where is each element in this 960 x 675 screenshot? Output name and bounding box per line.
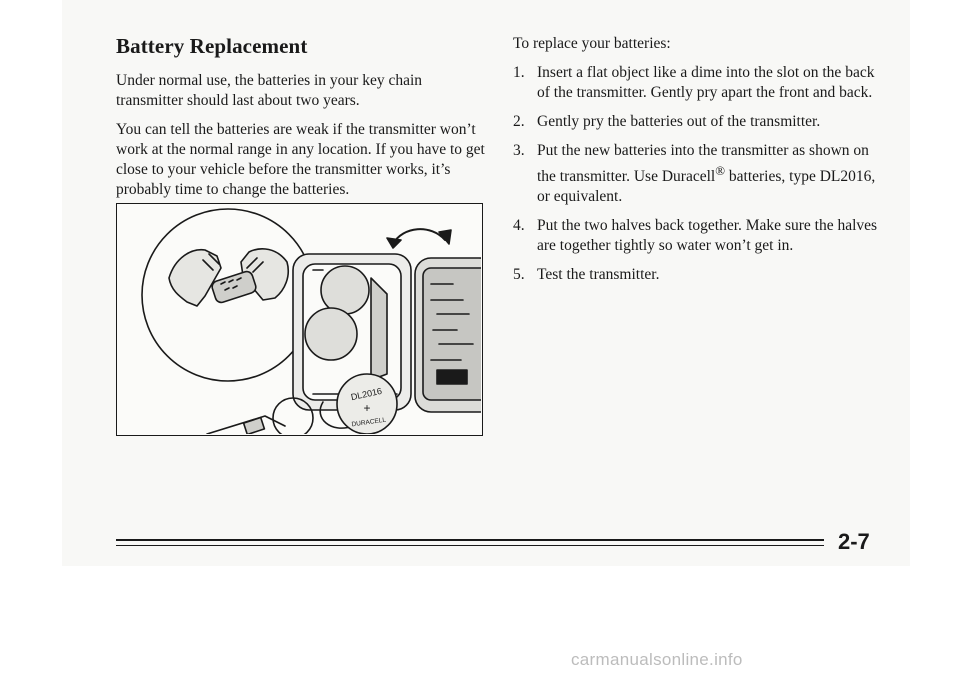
battery-replacement-illustration bbox=[116, 203, 483, 436]
step-number: 3. bbox=[513, 142, 525, 159]
step-1 bbox=[513, 63, 883, 103]
battery-closeup bbox=[337, 374, 397, 434]
step-text: Insert a flat object like a dime into the slot on the back of the transmitter. Gently pry apart the front and back. bbox=[537, 64, 875, 101]
step-text: Put the two halves back together. Make sure the halves are together tightly so water won’t get in. bbox=[537, 217, 878, 255]
step-3 bbox=[513, 141, 883, 207]
page-number: 2-7 bbox=[838, 529, 870, 554]
step-number: 5. bbox=[513, 266, 525, 284]
watermark-text[interactable]: carmanualsonline.info bbox=[571, 650, 743, 669]
step-4 bbox=[513, 216, 883, 256]
steps-list bbox=[513, 63, 883, 285]
swap-arrow-icon bbox=[393, 229, 445, 244]
battery-coin-bottom bbox=[305, 308, 357, 360]
right-column bbox=[513, 34, 883, 294]
step-5 bbox=[513, 265, 883, 285]
step-number: 2. bbox=[513, 113, 525, 130]
step-2 bbox=[513, 112, 883, 132]
footer-rule-thin bbox=[116, 545, 824, 546]
section-heading: Battery Replacement bbox=[116, 34, 308, 58]
battery-model-label: DL2016 bbox=[349, 385, 383, 403]
battery-plus-symbol: + bbox=[363, 401, 371, 415]
step-number: 4. bbox=[513, 217, 525, 235]
step-number: 1. bbox=[513, 64, 525, 81]
step-text-end: batteries, type DL2016, or equivalent. bbox=[537, 168, 876, 206]
paragraph-battery-life: Under normal use, the batteries in your key chain transmitter should last about two years. bbox=[116, 72, 423, 109]
step-text: Test the transmitter. bbox=[537, 266, 660, 284]
left-column bbox=[116, 34, 486, 209]
step-text: Gently pry the batteries out of the transmitter. bbox=[537, 113, 821, 130]
step-text-start: Put the new batteries into the transmitter as shown on the transmitter. Use Duracell bbox=[537, 142, 869, 186]
registered-mark: ® bbox=[715, 163, 726, 178]
battery-brand-label: DURACELL bbox=[351, 416, 387, 429]
battery-coin-top bbox=[321, 266, 369, 314]
footer-rule-thick bbox=[116, 539, 824, 541]
step-text bbox=[537, 141, 883, 207]
steps-intro: To replace your batteries: bbox=[513, 35, 671, 52]
paragraph-weak-batteries: You can tell the batteries are weak if the transmitter won’t work at the normal range in any location. If you have to get close to your vehicle before the transmitter works, it’s probably time to change the batteries. bbox=[116, 121, 485, 198]
